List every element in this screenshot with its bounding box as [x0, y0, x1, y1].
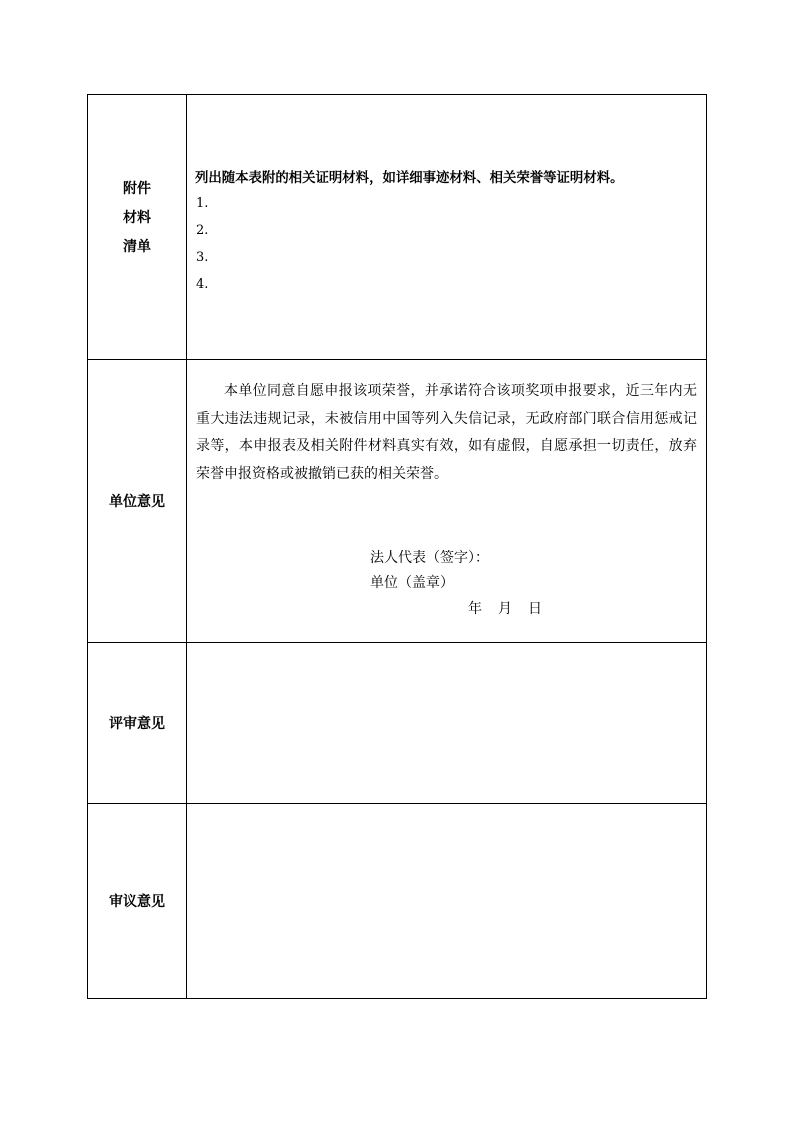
date-month: 月 [498, 601, 512, 617]
deliberation-opinion-label-cell [88, 804, 187, 998]
deliberation-opinion-content-cell[interactable] [187, 804, 706, 998]
review-opinion-label-cell [88, 643, 187, 803]
attachments-label-line-2: 材料 [123, 210, 151, 226]
attachments-label-line-3: 清单 [123, 239, 151, 255]
unit-declaration-text: 本单位同意自愿申报该项荣誉，并承诺符合该项奖项申报要求，近三年内无重大违法违规记录，未被信用中国等列入失信记录，无政府部门联合信用惩戒记录等，本申报表及相关附件材料真实有效，如有虚假，自愿承担一切责任，放弃荣誉申报资格或被撤销已获的相关荣誉。 [196, 383, 697, 482]
attachments-content-cell[interactable] [187, 95, 706, 359]
signature-block [370, 546, 489, 596]
unit-opinion-row [88, 359, 706, 642]
date-year: 年 [468, 601, 482, 617]
application-form-table [87, 94, 707, 999]
attachments-label-line-1: 附件 [123, 181, 151, 197]
unit-seal-field[interactable]: 单位（盖章） [370, 575, 454, 591]
unit-opinion-label: 单位意见 [109, 494, 165, 510]
review-opinion-content-cell[interactable] [187, 643, 706, 803]
attachment-item-3[interactable]: 3. [196, 250, 209, 265]
review-opinion-label: 评审意见 [109, 716, 165, 732]
attachments-row [88, 95, 706, 359]
legal-rep-signature-field[interactable]: 法人代表（签字）： [370, 550, 489, 566]
attachments-label-cell [88, 95, 187, 359]
unit-opinion-content-cell [187, 360, 706, 642]
attachments-label [123, 178, 151, 256]
attachment-item-1[interactable]: 1. [196, 196, 209, 211]
review-opinion-row [88, 642, 706, 803]
attachment-item-2[interactable]: 2. [196, 223, 209, 238]
attachments-instruction: 列出随本表附的相关证明材料，如详细事迹材料、相关荣誉等证明材料。 [195, 171, 624, 186]
attachment-item-4[interactable]: 4. [196, 277, 209, 292]
date-line[interactable] [468, 598, 542, 618]
attachments-list [196, 195, 208, 303]
deliberation-opinion-label: 审议意见 [109, 894, 165, 910]
unit-opinion-label-cell [88, 360, 187, 642]
deliberation-opinion-row [88, 803, 706, 998]
date-day: 日 [528, 601, 542, 617]
